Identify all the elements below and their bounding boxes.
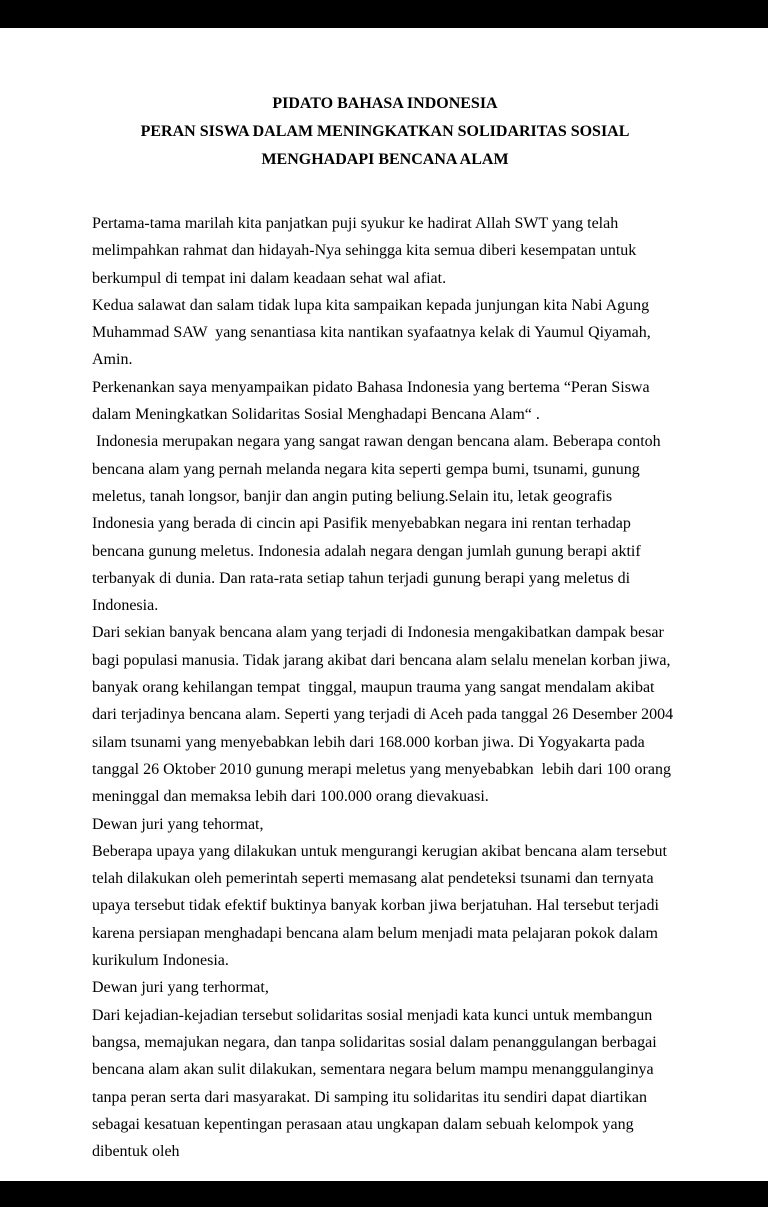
paragraph-disaster-prone-indonesia: Indonesia merupakan negara yang sangat rawan dengan bencana alam. Beberapa contoh bencana alam yang pernah melanda negara kita seperti gempa bumi, tsunami, gunung meletus, tanah longsor, banjir dan angin puting beliung.Selain itu, letak geografis Indonesia yang berada di cincin api Pasifik menyebabkan negara ini rentan terhadap bencana gunung meletus. Indonesia adalah negara dengan jumlah gunung berapi aktif terbanyak di dunia. Dan rata-rata setiap tahun terjadi gunung berapi yang meletus di Indonesia. xyxy=(92,433,665,615)
paragraph-salawat: Kedua salawat dan salam tidak lupa kita sampaikan kepada junjungan kita Nabi Agung Muhammad SAW yang senantiasa kita nantikan syafaatnya kelak di Yaumul Qiyamah, Amin. xyxy=(92,296,654,369)
paragraph-social-solidarity: Dari kejadian-kejadian tersebut solidaritas sosial menjadi kata kunci untuk membangun bangsa, memajukan negara, dan tanpa solidaritas sosial dalam penanggulangan berbagai bencana alam akan sulit dilakukan, sementara negara belum mampu menanggulanginya tanpa peran serta dari masyarakat. Di samping itu solidaritas itu sendiri dapat diartikan sebagai kesatuan kepentingan perasaan atau ungkapan dalam sebuah kelompok yang dibentuk oleh xyxy=(92,1006,661,1161)
top-bar xyxy=(0,0,768,28)
document-title xyxy=(92,90,678,174)
document-page xyxy=(0,28,768,1165)
paragraph-disaster-impacts: Dari sekian banyak bencana alam yang terjadi di Indonesia mengakibatkan dampak besar bagi populasi manusia. Tidak jarang akibat dari bencana alam selalu menelan korban jiwa, banyak orang kehilangan tempat tinggal, maupun trauma yang sangat mendalam akibat dari terjadinya bencana alam. Seperti yang terjadi di Aceh pada tanggal 26 Desember 2004 silam tsunami yang menyebabkan lebih dari 168.000 korban jiwa. Di Yogyakarta pada tanggal 26 Oktober 2010 gunung merapi meletus yang menyebabkan lebih dari 100 orang meninggal dan memaksa lebih dari 100.000 orang dievakuasi. xyxy=(92,624,678,806)
title-line-1: PIDATO BAHASA INDONESIA xyxy=(272,95,498,112)
paragraph-government-efforts: Beberapa upaya yang dilakukan untuk mengurangi kerugian akibat bencana alam tersebut telah dilakukan oleh pemerintah seperti memasang alat pendeteksi tsunami dan ternyata upaya tersebut tidak efektif buktinya banyak korban jiwa berjatuhan. Hal tersebut terjadi karena persiapan menghadapi bencana alam belum menjadi mata pelajaran pokok dalam kurikulum Indonesia. xyxy=(92,842,671,970)
bottom-bar xyxy=(0,1181,768,1207)
title-line-3: MENGHADAPI BENCANA ALAM xyxy=(261,151,509,168)
paragraph-jury-address-1: Dewan juri yang tehormat, xyxy=(92,815,264,833)
paragraph-opening-gratitude: Pertama-tama marilah kita panjatkan puji syukur ke hadirat Allah SWT yang telah melimpahkan rahmat dan hidayah-Nya sehingga kita semua diberi kesempatan untuk berkumpul di tempat ini dalam keadaan sehat wal afiat. xyxy=(92,215,641,287)
paragraph-jury-address-2: Dewan juri yang terhormat, xyxy=(92,979,269,997)
paragraph-theme-introduction: Perkenankan saya menyampaikan pidato Bahasa Indonesia yang bertema “Peran Siswa dalam Meningkatkan Solidaritas Sosial Menghadapi Bencana Alam“ . xyxy=(92,378,654,424)
title-line-2: PERAN SISWA DALAM MENINGKATKAN SOLIDARITAS SOSIAL xyxy=(140,123,630,140)
document-body xyxy=(92,210,678,1165)
